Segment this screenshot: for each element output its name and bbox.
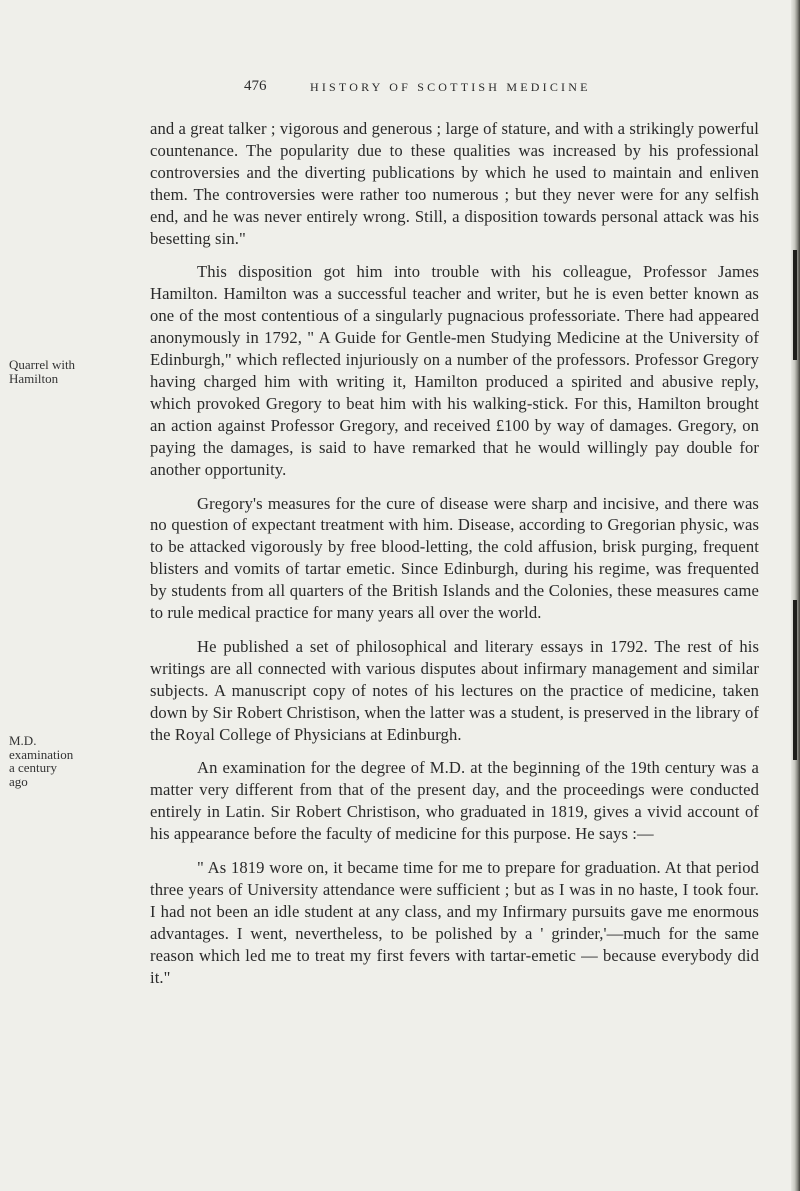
page-number: 476 <box>244 78 267 94</box>
body-text <box>150 118 759 989</box>
paragraph: This disposition got him into trouble with his colleague, Professor James Hamilton. Hamilton was a successful teacher and writer, but he is even better known as one of the most contentious of a singularly pugnacious professoriate. There had appeared anonymously in 1792, " A Guide for Gentle-men Studying Medicine at the University of Edinburgh," which reflected injuriously on a number of the professors. Professor Gregory having charged him with writing it, Hamilton produced a spirited and abusive reply, which provoked Gregory to beat him with his walking-stick. For this, Hamilton brought an action against Professor Gregory, and received £100 by way of damages. Gregory, on paying the damages, is said to have remarked that he would willingly pay double for another opportunity. <box>150 262 759 479</box>
margin-note-line: Hamilton <box>9 370 59 386</box>
paragraph: and a great talker ; vigorous and generous ; large of stature, and with a strikingly powerful countenance. The popularity due to these qualities was increased by his professional controversies and the diverting publications by which he used to maintain and enliven them. The controversies were rather too numerous ; but they never were for any selfish end, and he was never entirely wrong. Still, a disposition towards personal attack was his besetting sin." <box>150 119 759 248</box>
margin-note-line: a century <box>9 760 58 775</box>
edge-mark <box>793 250 797 360</box>
edge-mark <box>793 600 797 760</box>
margin-note-quarrel <box>9 358 121 385</box>
page-header <box>0 78 800 98</box>
running-head: HISTORY OF SCOTTISH MEDICINE <box>310 80 591 94</box>
paragraph: An examination for the degree of M.D. at the beginning of the 19th century was a matter very different from that of the present day, and the proceedings were conducted entirely in Latin. Sir Robert Christison, who graduated in 1819, gives a vivid account of his appearance before the faculty of medicine for this purpose. He says :— <box>150 758 759 844</box>
page-edge-shadow <box>791 0 800 1191</box>
margin-note-line: ago <box>9 773 28 789</box>
margin-note-line: M.D. <box>9 733 37 748</box>
margin-note-md-examination <box>9 734 121 788</box>
paragraph: Gregory's measures for the cure of disease were sharp and incisive, and there was no question of expectant treatment with him. Disease, according to Gregorian physic, was to be attacked vigorously by free blood-letting, the cold affusion, brisk purging, frequent blisters and vomits of tartar emetic. Since Edinburgh, during his regime, was frequented by students from all quarters of the British Islands and the Colonies, these measures came to rule medical practice for many years all over the world. <box>150 493 759 623</box>
quotation-paragraph: " As 1819 wore on, it became time for me to prepare for graduation. At that period three years of University attendance were sufficient ; but as I was in no haste, I took four. I had not been an idle student at any class, and my Infirmary pursuits gave me enormous advantages. I went, nevertheless, to be polished by a ' grinder,'—much for the same reason which led me to treat my first fevers with tartar-emetic — because everybody did it." <box>150 858 759 987</box>
paragraph: He published a set of philosophical and literary essays in 1792. The rest of his writings are all connected with various disputes about infirmary management and similar subjects. A manuscript copy of notes of his lectures on the practice of medicine, taken down by Sir Robert Christison, when the latter was a student, is preserved in the library of the Royal College of Physicians at Edinburgh. <box>150 636 759 744</box>
margin-note-line: examination <box>9 746 74 762</box>
margin-note-line: Quarrel with <box>9 357 76 372</box>
